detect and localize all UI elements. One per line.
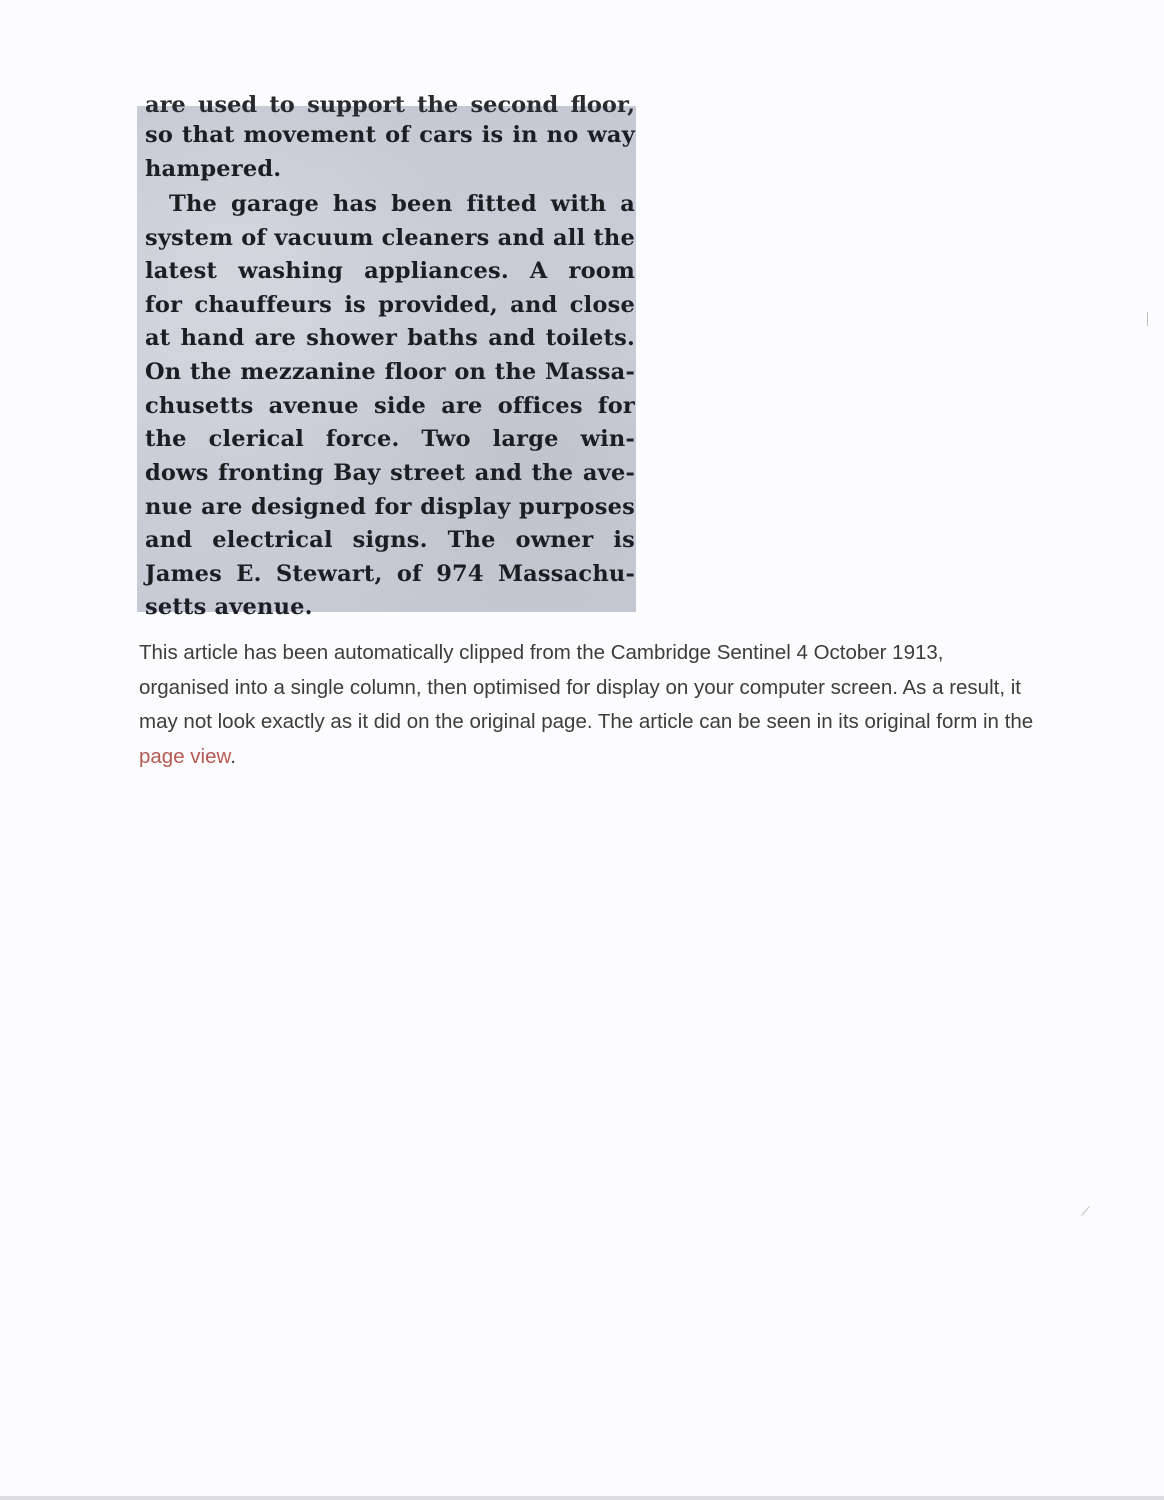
clipping-cut-line: are used to support the second floor, [145,92,635,118]
clipping-line: and electrical signs. The owner is [145,527,635,553]
caption-text: This article has been automatically clipped from the Cambridge Sentinel 4 October 1913, organised into a single column, then optimised for display on your computer screen. As a result, it may not look exactly as it did on the original page. The article can be seen in its original form in the [139,641,1034,733]
clipping-caption [139,636,1039,774]
page-view-link[interactable]: page view [139,744,231,768]
clipping-line: setts avenue. [145,594,313,620]
clipping-line: hampered. [145,156,282,182]
clipping-line: chusetts avenue side are offices for [145,393,635,419]
caption-end: . [230,744,236,768]
clipping-line: for chauffeurs is provided, and close [145,292,635,318]
clipping-line: system of vacuum cleaners and all the [145,225,635,251]
clipping-line: at hand are shower baths and toilets. [145,325,635,351]
clipping-line: James E. Stewart, of 974 Massachu- [145,561,635,587]
clipping-line: On the mezzanine floor on the Massa- [145,359,635,385]
clipping-line: dows fronting Bay street and the ave- [145,460,635,486]
clipping-line: The garage has been fitted with a [169,191,635,217]
clipping-line: nue are designed for display purposes [145,494,635,520]
clipping-line: latest washing appliances. A room [145,258,635,284]
scan-artifact [1147,312,1148,326]
scan-edge [0,1496,1164,1500]
newspaper-clipping-image [137,92,636,620]
scan-artifact [1081,1206,1089,1216]
clipping-line: so that movement of cars is in no way [145,122,635,148]
clipping-line: the clerical force. Two large win- [145,426,635,452]
